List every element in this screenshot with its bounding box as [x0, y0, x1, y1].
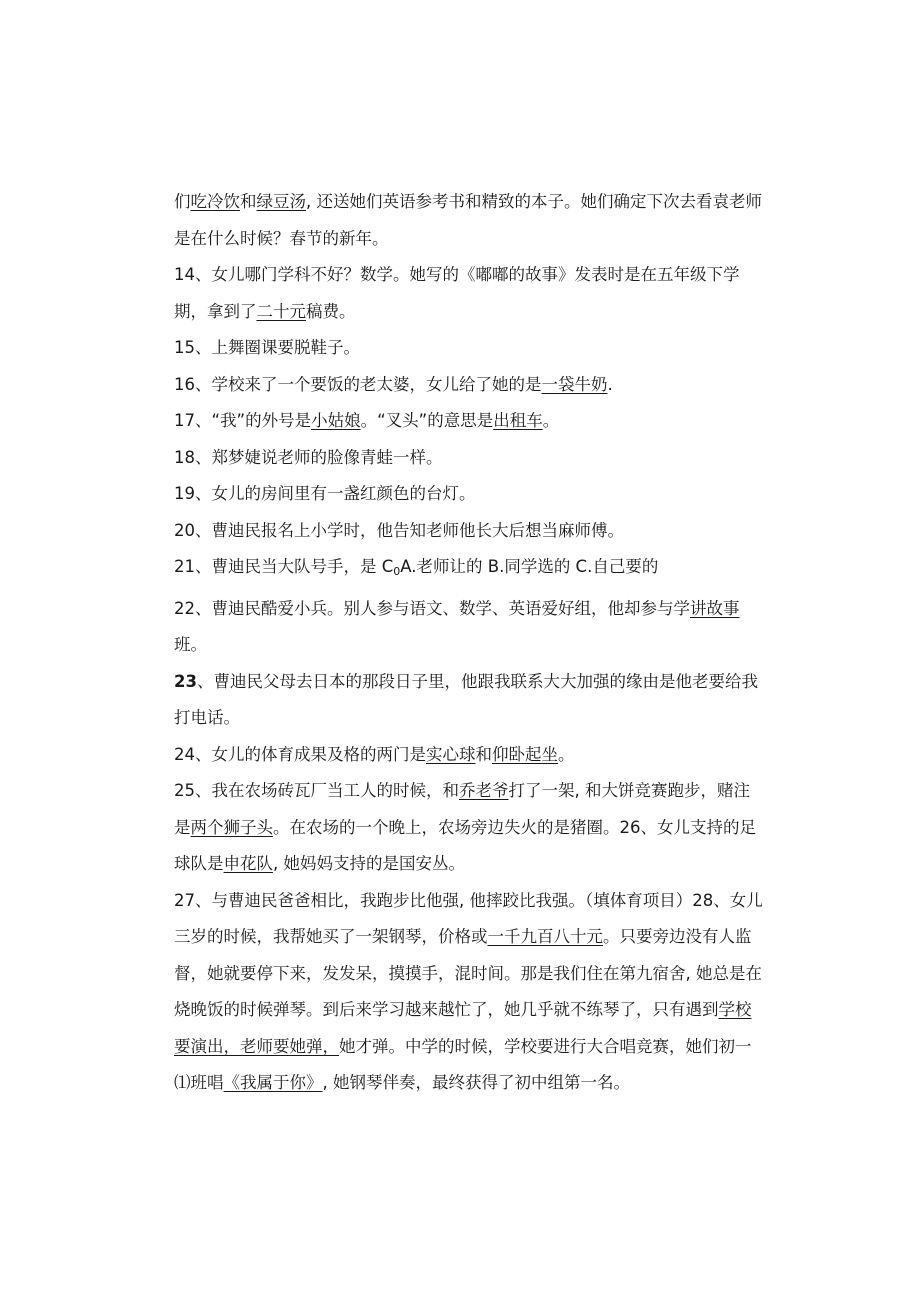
answer-blank: 仰卧起坐 [492, 744, 558, 764]
text: 班。 [174, 635, 207, 654]
answer-blank: 两个狮子头 [190, 817, 273, 837]
question-21 [174, 549, 764, 591]
question-24 [174, 737, 764, 774]
text: 21、曹迪民当大队号手，是 C [174, 557, 394, 576]
text: 20、曹迪民报名上小学时，他告知老师他长大后想当麻师傅。 [174, 520, 624, 540]
text: 和 [240, 192, 257, 211]
text: , 还送她们英语参考书和精致的本子。她们确定下次去看袁老师是在什么时候？春节的新年。 [174, 192, 762, 248]
answer-blank: 学校要演出，老师要她弹， [174, 1000, 752, 1056]
text: 16、学校来了一个要饭的老太婆，女儿给了她的是 [174, 374, 542, 394]
text: 稿费。 [306, 301, 356, 321]
paragraph-13-cont [174, 184, 764, 257]
answer-blank: 讲故事 [690, 598, 740, 618]
answer-blank: 绿豆汤 [256, 192, 306, 211]
text: , 她钢琴伴奏，最终获得了初中组第一名。 [322, 1073, 630, 1092]
question-18 [174, 440, 764, 477]
subscript: 0 [393, 565, 401, 578]
text: 。 [542, 411, 560, 430]
question-25-26 [174, 773, 764, 883]
text: 25、我在农场砖瓦厂当工人的时候，和 [174, 781, 459, 800]
text: 。“叉头”的意思是 [360, 411, 494, 430]
answer-blank: 小姑娘 [311, 411, 361, 430]
text: 。只要旁边没有人监督，她就要停下来，发发呆，摸摸手，混时间。那是我们住在第九宿舍, 她总是在烧晚饭的时候弹琴。到后来学习越来越忙了，她几乎就不练琴了，只有遇到 [174, 927, 762, 1019]
answer-blank: 乔老爷 [459, 781, 509, 800]
text: 她才弹。中学的时候，学校要进行大合唱竞赛，她们初一⑴班唱 [174, 1036, 752, 1092]
question-23 [174, 664, 764, 737]
text: A.老师让的 B.同学选的 C.自己要的 [400, 557, 659, 576]
question-19 [174, 476, 764, 513]
answer-blank: 实心球 [426, 744, 476, 764]
text: 。 [558, 744, 575, 764]
text: 18、郑梦婕说老师的脸像青蛙一样。 [174, 447, 443, 467]
answer-blank: 申花队 [223, 854, 273, 873]
question-16 [174, 367, 764, 404]
text: 打了一架, 和大饼竞赛跑步，赌注是 [174, 781, 750, 837]
text: 19、女儿的房间里有一盏红颜色的台灯。 [174, 484, 476, 503]
question-17 [174, 403, 764, 440]
text: 和 [475, 744, 492, 764]
text: 22、曹迪民酷爱小兵。别人参与语文、数学、英语爱好组，他却参与学 [174, 598, 690, 618]
document-page [174, 184, 764, 1102]
text: 14、女儿哪门学科不好？数学。她写的《嘟嘟的故事》发表时是在五年级下学期，拿到了 [174, 265, 740, 321]
answer-blank: 出租车 [493, 411, 543, 430]
question-14 [174, 257, 764, 330]
text: , 她妈妈支持的是国安丛。 [273, 854, 465, 873]
text: 24、女儿的体育成果及格的两门是 [174, 744, 426, 764]
answer-blank: 《我属于你》 [223, 1073, 323, 1092]
answer-blank: 一千九百八十元 [487, 927, 603, 946]
text: . [607, 374, 613, 394]
text: 17、“我”的外号是 [174, 411, 312, 430]
answer-blank: 二十元 [256, 301, 306, 321]
question-number: 23 [174, 671, 197, 691]
text: 27、与曹迪民爸爸相比，我跑步比他强, 他摔跤比我强。（填体育项目）28、女儿三岁的时候，我帮她买了一架钢琴，价格或 [174, 890, 763, 946]
question-15 [174, 330, 764, 367]
text: 15、上舞圈课要脱鞋子。 [174, 338, 360, 357]
answer-blank: 吃冷饮 [190, 192, 240, 211]
question-22 [174, 591, 764, 664]
answer-blank: 一袋牛奶 [541, 374, 608, 394]
text: 。在农场的一个晚上，农场旁边失火的是猪圈。26、女儿支持的足球队是 [174, 817, 756, 873]
question-20 [174, 513, 764, 550]
question-27-28 [174, 883, 764, 1102]
text: 、曹迪民父母去日本的那段日子里，他跟我联系大大加强的缘由是他老要给我打电话。 [174, 671, 758, 727]
text: 们 [174, 192, 191, 211]
